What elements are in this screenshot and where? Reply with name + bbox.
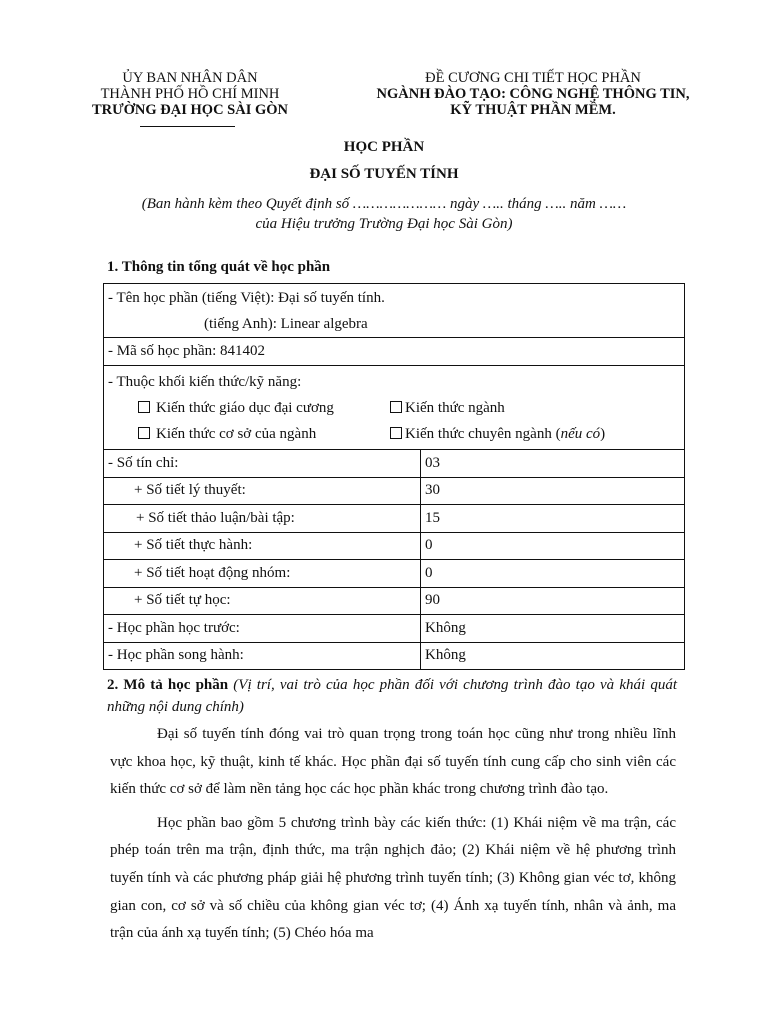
course-description bbox=[110, 721, 676, 948]
section-2-heading-note: (Vị trí, vai trò của học phần đối với chương trình đào tạo và khái quát những nội dung chính) bbox=[107, 677, 678, 715]
table-row bbox=[104, 642, 685, 670]
document-type-line-1: ĐỀ CƯƠNG CHI TIẾT HỌC PHẦN bbox=[425, 70, 641, 86]
discussion-hours-value: 15 bbox=[421, 505, 685, 533]
course-title-label: HỌC PHẦN bbox=[343, 139, 425, 155]
table-row bbox=[104, 587, 685, 615]
corequisite-value: Không bbox=[421, 642, 685, 670]
group-hours-label: + Số tiết hoạt động nhóm: bbox=[104, 560, 421, 588]
description-paragraph-1: Đại số tuyến tính đóng vai trò quan trọng trong toán học cũng như trong nhiều lĩnh vực khoa học, kỹ thuật, kinh tế khác. Học phần đại số tuyến tính cung cấp cho sinh viên các kiến thức cơ sở để làm nền tảng học các học phần khác trong chương trình đào tạo. bbox=[110, 726, 676, 798]
section-2-heading-block bbox=[107, 674, 677, 718]
course-info-table bbox=[103, 283, 685, 670]
checkbox-icon[interactable] bbox=[138, 401, 150, 413]
knowledge-options-row-1 bbox=[108, 395, 684, 421]
table-row bbox=[104, 505, 685, 533]
section-1-heading: 1. Thông tin tổng quát về học phần bbox=[107, 259, 331, 275]
practice-hours-label: + Số tiết thực hành: bbox=[104, 532, 421, 560]
knowledge-block-cell bbox=[104, 366, 685, 450]
self-study-hours-label: + Số tiết tự học: bbox=[104, 587, 421, 615]
section-2-heading: 2. Mô tả học phần bbox=[107, 677, 229, 693]
theory-hours-label: + Số tiết lý thuyết: bbox=[104, 477, 421, 505]
course-name-cell bbox=[104, 284, 685, 338]
prerequisite-label: - Học phần học trước: bbox=[104, 615, 421, 643]
course-name-vi: - Tên học phần (tiếng Việt): Đại số tuyến tính. bbox=[108, 290, 385, 306]
issuer-line-1: ỦY BAN NHÂN DÂN bbox=[122, 70, 258, 86]
credits-label: - Số tín chỉ: bbox=[104, 450, 421, 478]
decree-line-2: của Hiệu trưởng Trường Đại học Sài Gòn) bbox=[255, 216, 513, 232]
document-type-line-3: KỸ THUẬT PHẦN MỀM. bbox=[450, 102, 616, 118]
course-title: ĐẠI SỐ TUYẾN TÍNH bbox=[309, 166, 459, 182]
issuer-underline bbox=[140, 126, 235, 127]
group-hours-value: 0 bbox=[421, 560, 685, 588]
issuer-line-2: THÀNH PHỐ HỒ CHÍ MINH bbox=[100, 86, 280, 102]
corequisite-label: - Học phần song hành: bbox=[104, 642, 421, 670]
table-row bbox=[104, 560, 685, 588]
table-row bbox=[104, 450, 685, 478]
self-study-hours-value: 90 bbox=[421, 587, 685, 615]
option-major[interactable]: Kiến thức ngành bbox=[390, 395, 505, 421]
table-row bbox=[104, 532, 685, 560]
document-type-line-2: NGÀNH ĐÀO TẠO: CÔNG NGHỆ THÔNG TIN, bbox=[376, 86, 690, 102]
discussion-hours-label: + Số tiết thảo luận/bài tập: bbox=[104, 505, 421, 533]
table-row bbox=[104, 284, 685, 338]
description-paragraph-2: Học phần bao gồm 5 chương trình bày các kiến thức: (1) Khái niệm về ma trận, các phép toán trên ma trận, định thức, ma trận nghịch đảo; (2) Khái niệm về hệ phương trình tuyến tính và các phương pháp giải hệ phương trình tuyến tính; (3) Không gian véc tơ, không gian con, cơ sở và số chiều của không gian véc tơ; (4) Ánh xạ tuyến tính, nhân và ảnh, ma trận của ánh xạ tuyến tính; (5) Chéo hóa ma bbox=[110, 814, 676, 942]
issuer-line-3: TRƯỜNG ĐẠI HỌC SÀI GÒN bbox=[91, 102, 289, 118]
option-general[interactable]: Kiến thức giáo dục đại cương bbox=[138, 395, 334, 421]
table-row bbox=[104, 477, 685, 505]
table-row bbox=[104, 338, 685, 366]
knowledge-block-label: - Thuộc khối kiến thức/kỹ năng: bbox=[108, 373, 302, 390]
option-specialized[interactable]: Kiến thức chuyên ngành (nếu có) bbox=[390, 421, 605, 447]
issuer-block bbox=[70, 70, 310, 118]
document-type-block bbox=[328, 70, 738, 118]
checkbox-icon[interactable] bbox=[390, 401, 402, 413]
practice-hours-value: 0 bbox=[421, 532, 685, 560]
checkbox-icon[interactable] bbox=[390, 427, 402, 439]
decree-line-1: (Ban hành kèm theo Quyết định số ………………… ngày ….. tháng ….. năm …… bbox=[141, 196, 627, 212]
theory-hours-value: 30 bbox=[421, 477, 685, 505]
course-name-en: (tiếng Anh): Linear algebra bbox=[204, 316, 368, 332]
option-foundation[interactable]: Kiến thức cơ sở của ngành bbox=[138, 421, 316, 447]
table-row bbox=[104, 366, 685, 450]
checkbox-icon[interactable] bbox=[138, 427, 150, 439]
table-row bbox=[104, 615, 685, 643]
course-code-cell: - Mã số học phần: 841402 bbox=[104, 338, 685, 366]
knowledge-options-row-2 bbox=[108, 421, 684, 447]
prerequisite-value: Không bbox=[421, 615, 685, 643]
credits-value: 03 bbox=[421, 450, 685, 478]
